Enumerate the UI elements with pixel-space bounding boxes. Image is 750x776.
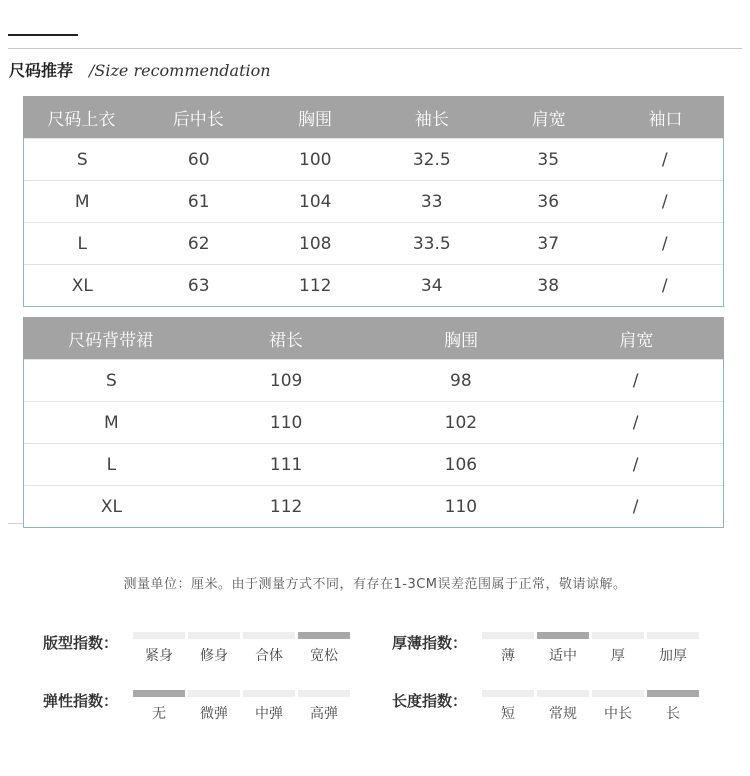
index-bar — [133, 632, 185, 639]
index-option: 无 — [152, 706, 166, 722]
column-header: 肩宽 — [619, 330, 654, 351]
table-cell: 112 — [269, 496, 303, 517]
measurement-note: 测量单位：厘米。由于测量方式不同，有存在1-3CM误差范围属于正常，敬请谅解。 — [123, 577, 627, 592]
table-cell: 102 — [444, 412, 478, 433]
table-cell: / — [632, 412, 639, 433]
table-cell: 104 — [299, 191, 332, 212]
length-index-options — [482, 703, 699, 723]
table-cell: 61 — [187, 191, 210, 212]
index-option: 微弹 — [200, 706, 228, 722]
table-row — [24, 138, 723, 180]
table-cell: 60 — [187, 149, 210, 170]
table-cell: 112 — [299, 275, 332, 296]
top-divider — [8, 48, 742, 49]
fit-index — [43, 632, 363, 672]
index-option: 薄 — [501, 648, 515, 664]
index-bar — [133, 690, 185, 697]
length-index-bars — [482, 690, 699, 697]
index-option: 长 — [666, 706, 680, 722]
index-bar — [298, 632, 350, 639]
heading-title-en: /Size recommendation — [89, 61, 271, 80]
side-divider — [8, 523, 23, 524]
table-cell: 109 — [269, 370, 303, 391]
table-cell: / — [661, 233, 668, 254]
table-row — [24, 222, 723, 264]
index-bar — [647, 632, 699, 639]
length-index-label: 长度指数： — [392, 692, 468, 710]
index-option: 加厚 — [659, 648, 687, 664]
index-bar — [482, 632, 534, 639]
table-cell: / — [632, 496, 639, 517]
index-option: 合体 — [255, 648, 283, 664]
index-option: 中弹 — [255, 706, 283, 722]
thickness-index-label: 厚薄指数： — [392, 634, 468, 652]
section-heading — [9, 58, 271, 82]
column-header: 尺码背带裙 — [68, 330, 154, 351]
column-header: 肩宽 — [531, 109, 566, 130]
table-cell: 111 — [269, 454, 303, 475]
heading-title-cn: 尺码推荐 — [9, 61, 74, 80]
top-accent-rule — [8, 34, 78, 36]
table-row — [24, 359, 723, 401]
column-header: 尺码上衣 — [47, 109, 116, 130]
fit-index-options — [133, 645, 350, 665]
table-cell: 62 — [187, 233, 210, 254]
table-cell: XL — [100, 496, 122, 517]
elasticity-index-options — [133, 703, 350, 723]
table-row — [24, 401, 723, 443]
index-option: 高弹 — [310, 706, 338, 722]
index-option: 紧身 — [145, 648, 173, 664]
table-cell: XL — [71, 275, 93, 296]
table-row — [24, 264, 723, 306]
table-cell: S — [105, 370, 117, 391]
table-cell: 35 — [537, 149, 560, 170]
table-cell: L — [77, 233, 87, 254]
index-bar — [647, 690, 699, 697]
column-header: 袖长 — [414, 109, 449, 130]
column-header: 胸围 — [298, 109, 333, 130]
dress-size-table — [23, 317, 724, 528]
index-option: 宽松 — [310, 648, 338, 664]
index-bar — [482, 690, 534, 697]
index-option: 适中 — [549, 648, 577, 664]
index-bar — [592, 632, 644, 639]
index-bar — [592, 690, 644, 697]
index-bar — [537, 632, 589, 639]
table-cell: 98 — [450, 370, 472, 391]
column-header: 裙长 — [268, 330, 303, 351]
index-bar — [188, 632, 240, 639]
table-cell: 36 — [537, 191, 560, 212]
table-cell: 33 — [420, 191, 443, 212]
table-cell: 34 — [420, 275, 443, 296]
fit-index-bars — [133, 632, 350, 639]
thickness-index-bars — [482, 632, 699, 639]
table-cell: 110 — [269, 412, 303, 433]
elasticity-index-label: 弹性指数： — [43, 692, 119, 710]
top-size-table — [23, 96, 724, 307]
elasticity-index — [43, 690, 363, 730]
table-cell: 106 — [444, 454, 478, 475]
table-cell: M — [74, 191, 90, 212]
table-cell: / — [632, 454, 639, 475]
table-cell: / — [661, 275, 668, 296]
elasticity-index-bars — [133, 690, 350, 697]
column-header: 后中长 — [172, 109, 224, 130]
table-cell: / — [632, 370, 639, 391]
column-header: 胸围 — [444, 330, 479, 351]
index-bar — [188, 690, 240, 697]
table-header-row — [23, 317, 724, 359]
table-cell: 100 — [299, 149, 332, 170]
table-cell: 63 — [187, 275, 210, 296]
table-row — [24, 485, 723, 527]
thickness-index-options — [482, 645, 699, 665]
index-bar — [243, 690, 295, 697]
index-option: 短 — [501, 706, 515, 722]
thickness-index — [392, 632, 712, 672]
table-cell: M — [104, 412, 119, 433]
table-cell: 38 — [537, 275, 560, 296]
table-header-row — [23, 96, 724, 138]
index-bar — [537, 690, 589, 697]
length-index — [392, 690, 712, 730]
table-cell: 110 — [444, 496, 478, 517]
table-cell: / — [661, 191, 668, 212]
column-header: 袖口 — [648, 109, 683, 130]
table-cell: L — [106, 454, 117, 475]
index-option: 中长 — [604, 706, 632, 722]
table-row — [24, 180, 723, 222]
index-option: 修身 — [200, 648, 228, 664]
table-cell: 37 — [537, 233, 560, 254]
index-option: 常规 — [549, 706, 577, 722]
table-cell: S — [76, 149, 88, 170]
fit-index-label: 版型指数： — [43, 634, 119, 652]
table-cell: 33.5 — [412, 233, 451, 254]
table-row — [24, 443, 723, 485]
index-bar — [298, 690, 350, 697]
index-option: 厚 — [611, 648, 625, 664]
table-cell: / — [661, 149, 668, 170]
table-cell: 108 — [299, 233, 332, 254]
index-bar — [243, 632, 295, 639]
table-cell: 32.5 — [412, 149, 451, 170]
